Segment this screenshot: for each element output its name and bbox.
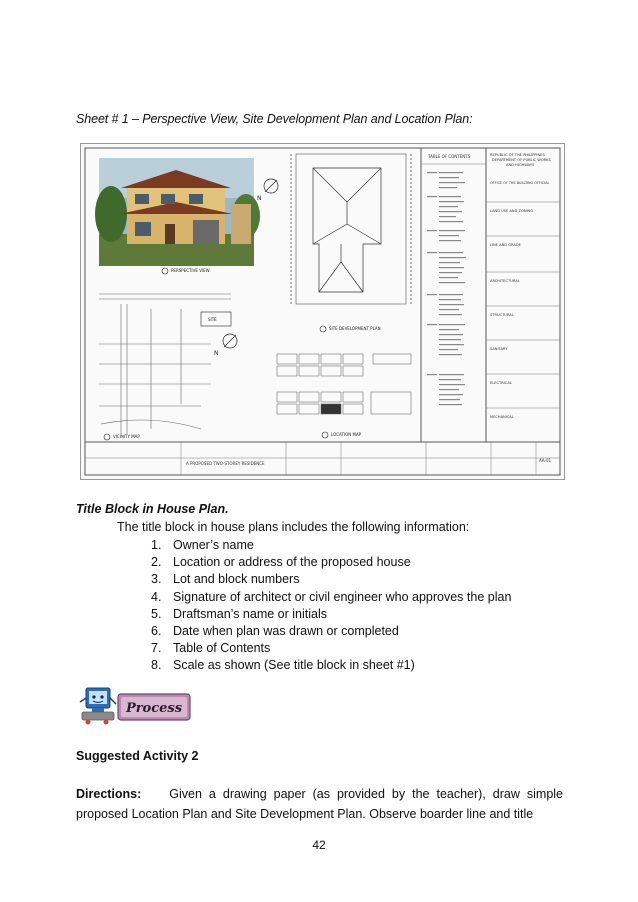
site-tag: SITE (208, 317, 217, 322)
title-block-heading: Title Block in House Plan. (76, 502, 229, 516)
north-arrow-2: N (214, 350, 219, 357)
site-dev-label: SITE DEVELOPMENT PLAN (329, 326, 381, 331)
list-item: 5. Draftsman’s name or initials (151, 606, 327, 621)
list-item: 2. Location or address of the proposed house (151, 555, 411, 570)
drawing-sheet-svg (81, 144, 564, 479)
architectural-text: ARCHITECTURAL (490, 279, 520, 283)
structural-text: STRUCTURAL (490, 313, 514, 317)
list-item: 6. Date when plan was drawn or completed (151, 623, 399, 638)
sheet-caption: Sheet # 1 – Perspective View, Site Development Plan and Location Plan: (76, 112, 473, 126)
vicinity-label: VICINITY MAP (113, 434, 140, 439)
list-item: 7. Table of Contents (151, 641, 271, 656)
office-text: OFFICE OF THE BUILDING OFFICIAL (490, 181, 550, 185)
republic-text: REPUBLIC OF THE PHILIPPINES (490, 153, 545, 157)
mechanical-text: MECHANICAL (490, 415, 514, 419)
title-block-list (151, 537, 511, 675)
sanitary-text: SANITARY (490, 347, 508, 351)
process-badge (76, 686, 194, 726)
north-arrow-1: N (257, 195, 262, 202)
directions-text: Given a drawing paper (as provided by the teacher), draw simple proposed Location Plan and Site Development Plan. Observe boarder line and title (76, 787, 563, 821)
computer-mascot-icon (80, 688, 116, 725)
perspective-label: PERSPECTIVE VIEW (171, 268, 210, 273)
list-item: 3. Lot and block numbers (151, 572, 300, 587)
list-item: 8. Scale as shown (See title block in sheet #1) (151, 658, 415, 673)
electrical-text: ELECTRICAL (490, 381, 512, 385)
directions-paragraph (76, 784, 563, 824)
perspective-render (95, 158, 260, 266)
list-item: 4. Signature of architect or civil engineer who approves the plan (151, 589, 512, 604)
location-map (277, 354, 411, 414)
page-number: 42 (312, 838, 326, 852)
list-item: 1. Owner’s name (151, 538, 254, 552)
intro-text: The title block in house plans includes the following information: (117, 520, 470, 534)
sheet-number: AA-01 (539, 458, 552, 463)
location-label: LOCATION MAP (331, 432, 362, 437)
and-highways-text: AND HIGHWAYS (506, 163, 535, 167)
toc-header: TABLE OF CONTENTS (428, 154, 471, 159)
vicinity-map (99, 294, 231, 434)
site-development-plan (291, 154, 411, 304)
process-badge-svg (76, 686, 194, 726)
project-title: A PROPOSED TWO-STOREY RESIDENCE (186, 461, 265, 466)
department-text: DEPARTMENT OF PUBLIC WORKS (492, 158, 551, 162)
drawing-sheet-image (80, 143, 565, 480)
land-use-text: LAND USE AND ZONING (490, 209, 534, 213)
line-grade-text: LINE AND GRADE (490, 243, 521, 247)
activity-heading: Suggested Activity 2 (76, 749, 199, 763)
process-label: Process (125, 701, 183, 716)
directions-label: Directions: (76, 787, 142, 801)
